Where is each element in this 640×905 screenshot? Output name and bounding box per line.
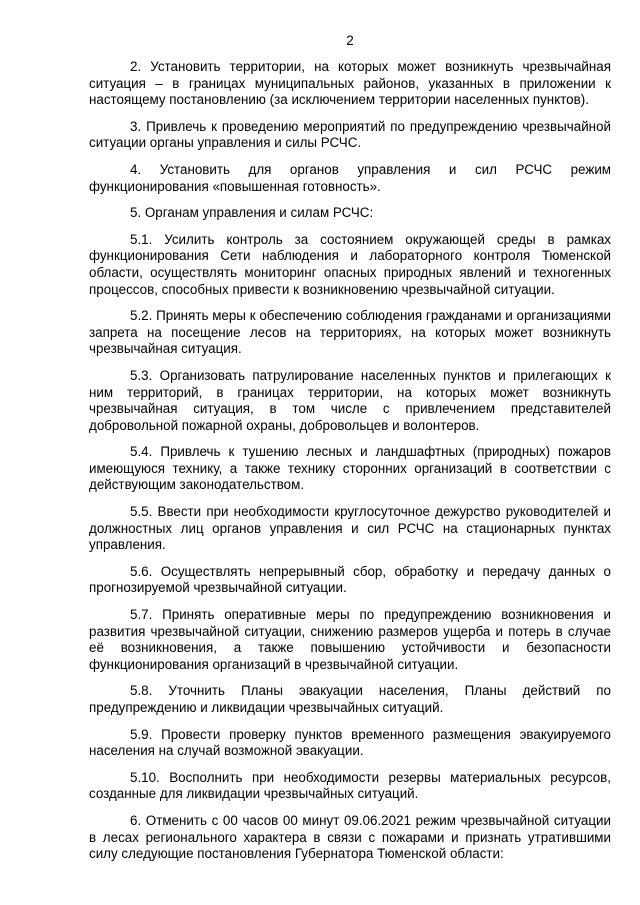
paragraph-5: 5. Органам управления и силам РСЧС: — [130, 205, 374, 221]
paragraph-6: 6. Отменить с 00 часов 00 минут 09.06.2021 режим чрезвычайной ситуации в лесах регионального характера в связи с пожарами и признать утратившими силу следующие постановления Губернатора Тюменской области: — [89, 812, 611, 862]
paragraph-4: 4. Установить для органов управления и сил РСЧС режим функционирования «повышенная готовность». — [89, 161, 611, 194]
paragraph-5-5: 5.5. Ввести при необходимости круглосуточное дежурство руководителей и должностных лиц органов управления и сил РСЧС на стационарных пунктах управления. — [89, 504, 611, 553]
paragraph-5-3: 5.3. Организовать патрулирование населенных пунктов и прилегающих к ним территорий, в границах территории, на которых может возникнуть чрезвычайная ситуация, в том числе с привлечением представителей добровольной пожарной охраны, добровольцев и волонтеров. — [89, 367, 611, 433]
paragraph-5-1: 5.1. Усилить контроль за состоянием окружающей среды в рамках функционирования Сети наблюдения и лабораторного контроля Тюменской области, осуществлять мониторинг опасных природных явлений и техногенных процессов, способных привести к возникновению чрезвычайной ситуации. — [89, 231, 611, 297]
paragraph-5-9: 5.9. Провести проверку пунктов временного размещения эвакуируемого населения на случай возможной эвакуации. — [89, 726, 611, 759]
paragraph-5-10: 5.10. Восполнить при необходимости резервы материальных ресурсов, созданные для ликвидации чрезвычайных ситуаций. — [89, 769, 611, 802]
paragraph-3: 3. Привлечь к проведению мероприятий по предупреждению чрезвычайной ситуации органы управления и силы РСЧС. — [89, 118, 611, 151]
paragraph-5-8: 5.8. Уточнить Планы эвакуации населения, Планы действий по предупреждению и ликвидации чрезвычайных ситуаций. — [89, 683, 611, 715]
paragraph-2: 2. Установить территории, на которых может возникнуть чрезвычайная ситуация – в границах муниципальных районов, указанных в приложении к настоящему постановлению (за исключением территории населенных пунктов). — [89, 59, 611, 108]
paragraph-5-2: 5.2. Принять меры к обеспечению соблюдения гражданами и организациями запрета на посещение лесов на территориях, на которых может возникнуть чрезвычайная ситуация. — [89, 308, 611, 357]
paragraph-5-6: 5.6. Осуществлять непрерывный сбор, обработку и передачу данных о прогнозируемой чрезвычайной ситуации. — [89, 563, 611, 596]
page-number: 2 — [346, 33, 354, 48]
paragraph-5-7: 5.7. Принять оперативные меры по предупреждению возникновения и развития чрезвычайной ситуации, снижению размеров ущерба и потерь в случае её возникновения, а также повышению устойчивости и безопасности функционирования организаций в чрезвычайной ситуации. — [89, 607, 611, 672]
document-body — [89, 59, 611, 873]
paragraph-5-4: 5.4. Привлечь к тушению лесных и ландшафтных (природных) пожаров имеющуюся технику, а также технику сторонних организаций в соответствии с действующим законодательством. — [89, 444, 611, 493]
